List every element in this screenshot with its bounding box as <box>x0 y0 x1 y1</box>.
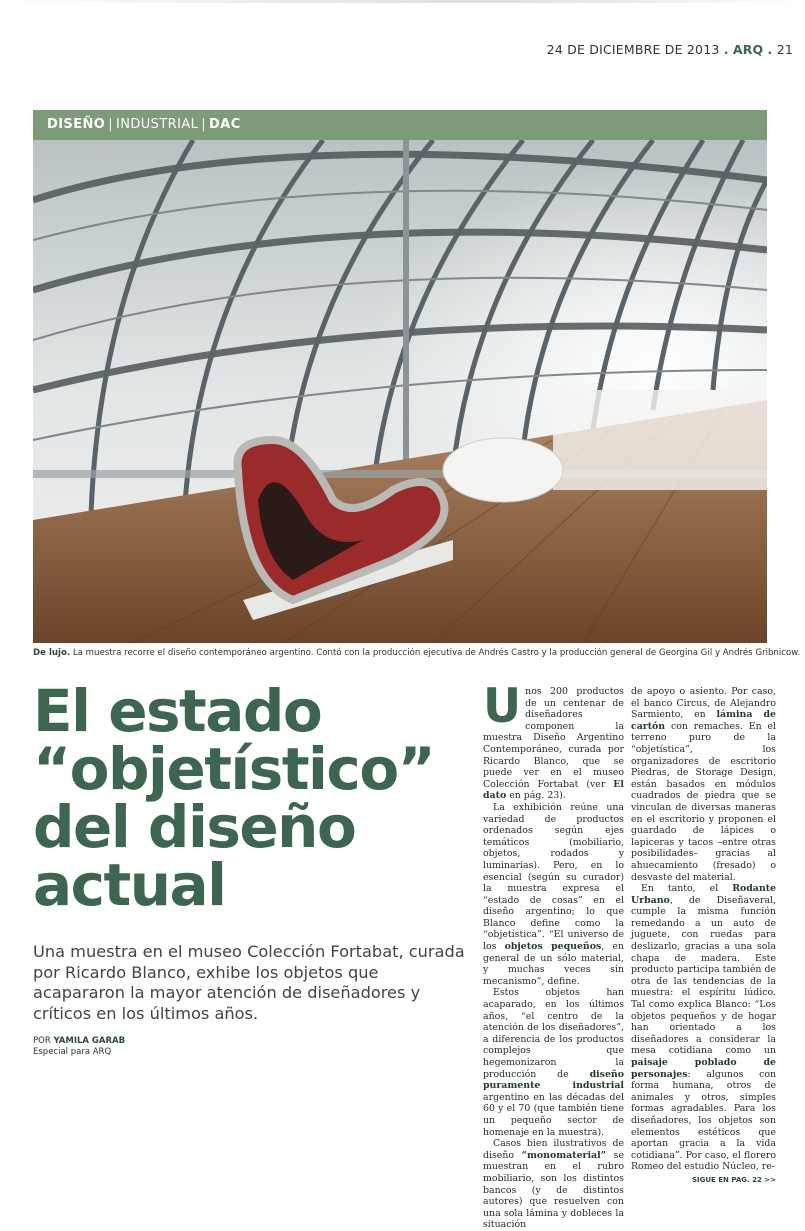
page-number: 21 <box>776 42 793 57</box>
text-run: La exhibición reúne una variedad de productos ordenados según ejes temáticos (mobiliario, objetos, rodados y luminarias). Pero, en lo esencial (según su curador) la muestra expresa el “estado de cosas” en el diseño argentino; lo que Blanco define como la “objetística”. “El universo de los <box>483 801 624 953</box>
body-paragraph <box>483 987 624 1138</box>
bold-phrase: “monomaterial” <box>521 1149 607 1161</box>
column-2-paragraphs <box>631 686 776 1173</box>
folio-separator: . <box>767 42 773 57</box>
text-run: : algunos con forma humana, otros de animales y otros, simples formas agradables. Para los diseñadores, los objetos son elementos estéticos que aportan gracia a la vida cotidiana”. Por caso, el florero Romeo del estudio Núcleo, re- <box>631 1068 776 1173</box>
body-column-2 <box>631 686 776 1187</box>
section-name: ARQ <box>732 42 764 57</box>
byline-prefix: POR <box>33 1036 54 1046</box>
body-paragraph <box>631 686 776 883</box>
band-separator: | <box>201 117 207 132</box>
bold-phrase: lámina de cartón <box>631 709 776 732</box>
issue-date: 24 DE DICIEMBRE DE 2013 <box>546 42 720 57</box>
text-run: , en general de un sólo material, y muchas veces sin mecanismo”, define. <box>483 941 624 987</box>
caption-text: La muestra recorre el diseño contemporáneo argentino. Contó con la producción ejecutiva de Andrés Castro y la producción general de Georgina Gil y Andrés Gribnicow. <box>70 648 801 658</box>
headline-line: actual <box>33 851 226 919</box>
band-item-industrial: INDUSTRIAL <box>115 117 199 132</box>
byline-author: YAMILA GARAB <box>53 1036 126 1046</box>
headline <box>33 677 473 919</box>
folio-separator: . <box>723 42 729 57</box>
text-run: en pág. 23). <box>506 790 566 802</box>
section-band <box>33 110 767 140</box>
text-run: En tanto, el <box>641 883 733 895</box>
page-folio <box>547 42 793 57</box>
headline-line: del diseño <box>33 793 356 861</box>
subtitle: Una muestra en el museo Colección Fortabat, curada por Ricardo Blanco, exhibe los objetos que acapararon la mayor atención de diseñadores y críticos en los últimos años. <box>33 942 465 1023</box>
bold-phrase: paisaje poblado de personajes <box>631 1057 776 1080</box>
body-paragraph <box>631 883 776 1173</box>
headline-line: “objetístico” <box>33 735 435 803</box>
column-1-paragraphs <box>483 679 624 1231</box>
text-run: de apoyo o asiento. Por caso, el banco Circus, de Alejandro Sarmiento, en <box>631 686 776 721</box>
text-run: Estos objetos han acaparado, en los últimos años, “el centro de la atención de los diseñadores”, a diferencia de los productos complejos que hegemonizaron la producción de <box>483 987 624 1080</box>
body-paragraph <box>483 802 624 988</box>
byline <box>33 1036 125 1058</box>
drop-cap: U <box>483 679 522 734</box>
body-column-1 <box>483 679 624 1231</box>
bold-phrase: El dato <box>483 778 624 802</box>
text-run: , de Diseñaveral, cumple la misma función remedando a un auto de juguete, con ruedas para deslizarlo, gracias a una sola chapa de madera. Este producto participa también de otra de las tendencias de la muestra: el espíritu lúdico. Tal como explica Blanco: “Los objetos pequeños y de hogar han orientado a los diseñadores a considerar la mesa cotidiana como un <box>631 894 776 1057</box>
bold-phrase: Rodante Urbano <box>631 883 776 906</box>
byline-role: Especial para ARQ <box>33 1047 112 1057</box>
text-run: nos 200 productos de un centenar de diseñadores componen la muestra Diseño Argentino Contemporáneo, curada por Ricardo Blanco, que se puede ver en el museo Colección Fortabat (ver <box>483 686 624 790</box>
bold-phrase: objetos pequeños <box>504 941 602 953</box>
band-item-dac: DAC <box>209 117 241 132</box>
band-item-diseno: DISEÑO <box>47 117 106 132</box>
bold-phrase: diseño puramente industrial <box>483 1068 624 1092</box>
text-run: argentino en las décadas del 60 y el 70 (que también tiene un pequeño sector de homenaje en la muestra). <box>483 1091 624 1138</box>
text-run: con remaches. En el terreno puro de la “objetística”, los organizadores de escritorio Piedras, de Storage Design, están basados en módulos cuadrados de piedra que se vinculan de diversas maneras en el escritorio y proponen el guardado de lápices o lapiceras y tacos –entre otras posibilidades– gracias al ahuecamiento (fresado) o desvaste del material. <box>631 720 776 883</box>
photo-caption <box>33 648 800 658</box>
page-edge-line <box>0 0 805 3</box>
headline-line: El estado <box>33 677 322 745</box>
text-run: Casos bien ilustrativos de diseño <box>483 1138 624 1161</box>
body-paragraph <box>483 1138 624 1231</box>
text-run: se muestran en el rubro mobiliario, son los distintos bancos (y de distintos autores) que resuelven con una sola lámina y dobleces la situación <box>483 1149 624 1231</box>
gallery-photo <box>33 140 767 643</box>
caption-lead: De lujo. <box>33 648 71 658</box>
band-separator: | <box>108 117 113 132</box>
continued-link[interactable]: SIGUE EN PAG. 22 >> <box>691 1175 776 1184</box>
